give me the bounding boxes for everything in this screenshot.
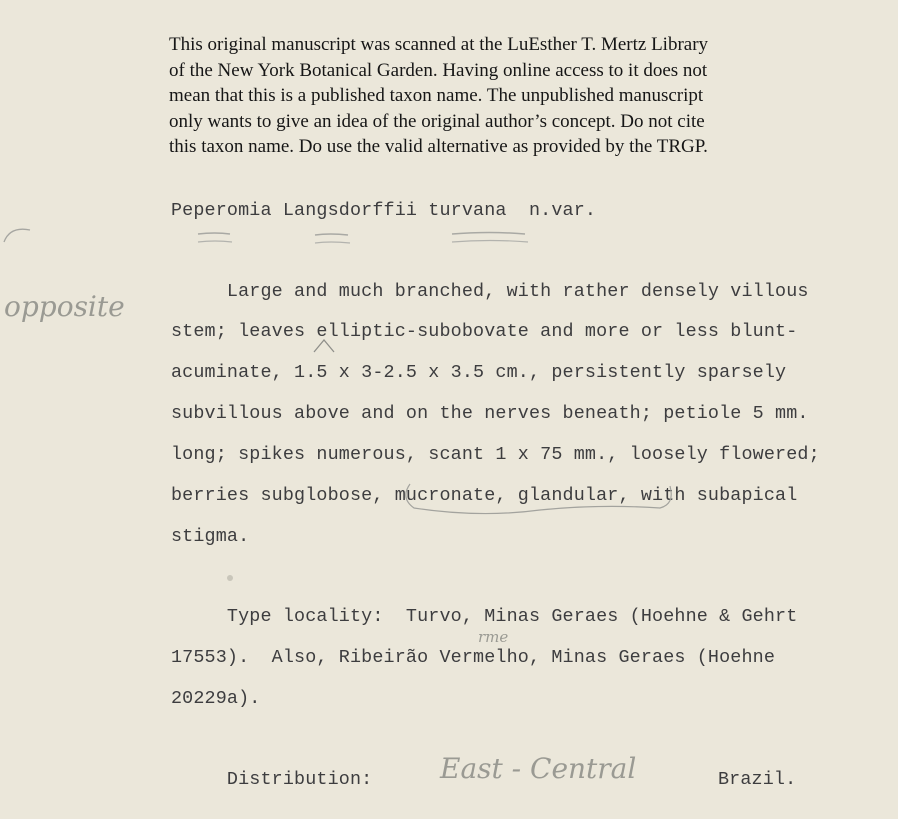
notice-line: of the New York Botanical Garden. Having online access to it does not <box>169 59 708 81</box>
notice-line: only wants to give an idea of the original author’s concept. Do not cite <box>169 110 705 132</box>
library-notice <box>169 32 809 160</box>
taxon-title: Peperomia Langsdorffii turvana n.var. <box>171 200 597 221</box>
margin-bracket-mark <box>0 222 40 262</box>
insertion-caret-mark <box>310 330 340 356</box>
description-line: acuminate, 1.5 x 3-2.5 x 3.5 cm., persistently sparsely <box>171 362 787 383</box>
notice-line: This original manuscript was scanned at the LuEsther T. Mertz Library <box>169 34 709 55</box>
type-locality-line: 20229a). <box>171 688 261 709</box>
paper-speck <box>220 568 240 588</box>
insertion-note: rme <box>478 628 509 646</box>
distribution-note: East - Central <box>440 752 637 785</box>
description-line: stigma. <box>171 526 250 547</box>
notice-line: mean that this is a published taxon name. The unpublished manuscript <box>169 85 704 106</box>
description-line: berries subglobose, mucronate, glandular, with subapical <box>171 485 798 506</box>
pencil-loop-mark <box>400 478 680 518</box>
distribution-value: Brazil. <box>718 769 797 790</box>
description-line: subvillous above and on the nerves beneath; petiole 5 mm. <box>171 403 809 424</box>
distribution-label: Distribution: <box>171 769 373 790</box>
type-locality-line: Type locality: Turvo, Minas Geraes (Hoehne & Gehrt <box>171 606 798 627</box>
description-line: Large and much branched, with rather densely villous <box>171 281 809 302</box>
description-line: stem; leaves elliptic-subobovate and more or less blunt- <box>171 321 798 342</box>
margin-note: opposite <box>4 290 125 323</box>
description-line: long; spikes numerous, scant 1 x 75 mm., loosely flowered; <box>171 444 820 465</box>
notice-line: this taxon name. Do use the valid alternative as provided by the TRGP. <box>169 136 708 157</box>
type-locality-line: 17553). Also, Ribeirão Vermelho, Minas Geraes (Hoehne <box>171 647 776 668</box>
pencil-underline-marks <box>190 226 540 256</box>
